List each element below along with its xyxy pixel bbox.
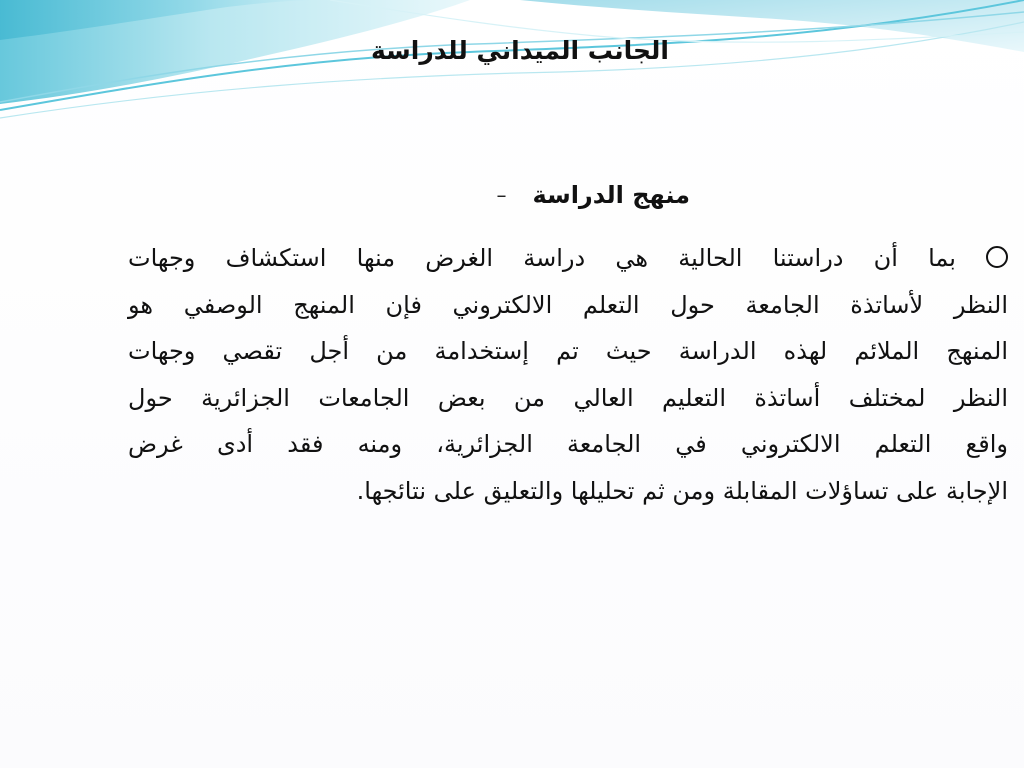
section-heading-dash: –: [496, 183, 507, 207]
circle-bullet-icon: [986, 246, 1008, 268]
bullet-line-6: الإجابة على تساؤلات المقابلة ومن ثم تحليلها والتعليق على نتائجها.: [356, 476, 1008, 505]
section-heading: [440, 181, 690, 209]
bullet-line-2: النظر لأساتذة الجامعة حول التعلم الالكتروني فإن المنهج الوصفي هو: [128, 290, 1008, 319]
bullet-line-1: [128, 235, 1008, 282]
slide-title: الجانب الميداني للدراسة: [371, 36, 669, 65]
bullet-line-5: واقع التعلم الالكتروني في الجامعة الجزائرية، ومنه فقد أدى غرض: [128, 430, 1008, 458]
bullet-line-1-text: بما أن دراستنا الحالية هي دراسة الغرض منها استكشاف وجهات: [128, 244, 956, 272]
bullet-line-4: النظر لمختلف أساتذة التعليم العالي من بعض الجامعات الجزائرية حول: [128, 383, 1008, 412]
section-heading-text: منهج الدراسة: [532, 181, 690, 209]
bullet-line-3: المنهج الملائم لهذه الدراسة حيث تم إستخدامة من أجل تقصي وجهات: [128, 337, 1008, 365]
bullet-paragraph: [128, 235, 1008, 514]
